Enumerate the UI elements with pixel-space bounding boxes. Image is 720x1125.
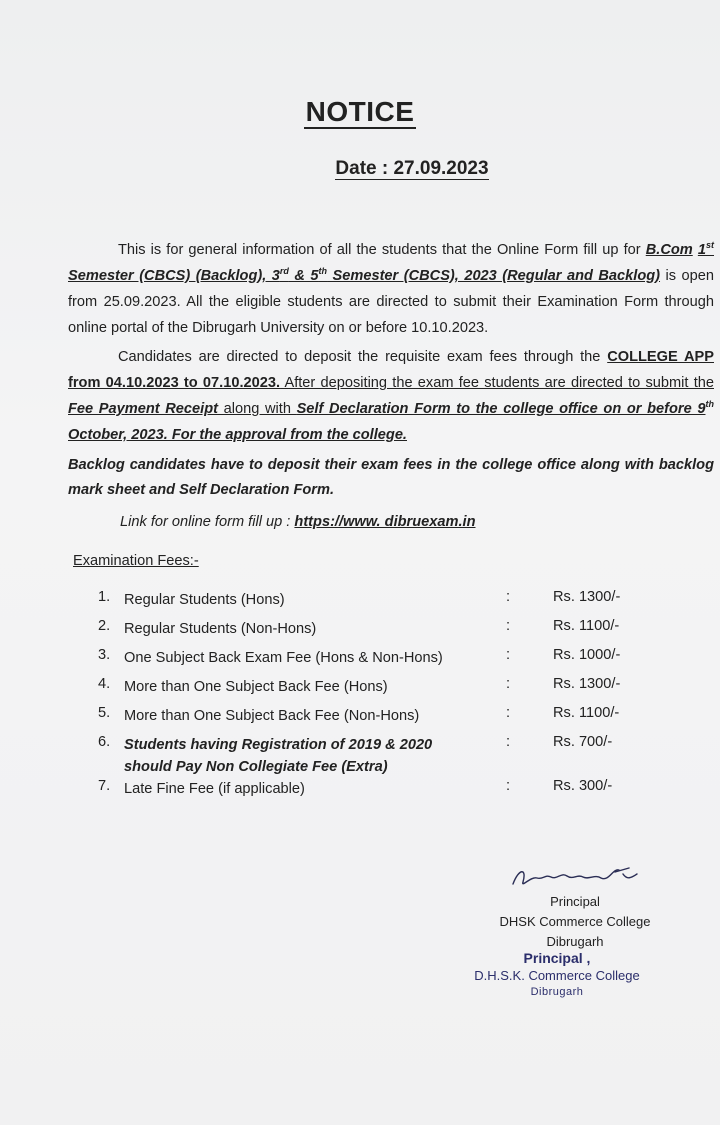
official-stamp: Principal , D.H.S.K. Commerce College Dibrugarh	[474, 950, 640, 998]
fee-row: 3. One Subject Back Exam Fee (Hons & Non-Hons) : Rs. 1000/-	[98, 647, 621, 666]
fee-row: 6. Students having Registration of 2019 & 2020 should Pay Non Collegiate Fee (Extra) : Rs. 700/-	[98, 734, 613, 775]
signatory-city: Dibrugarh	[546, 934, 604, 949]
dibruexam-link[interactable]: https://www. dibruexam.in	[294, 514, 476, 530]
signatory-college: DHSK Commerce College	[499, 914, 651, 929]
signatory-role: Principal	[550, 894, 600, 909]
fee-row: 1. Regular Students (Hons) : Rs. 1300/-	[98, 589, 621, 608]
notice-date: Date : 27.09.2023	[335, 158, 489, 179]
signature-block	[460, 862, 690, 952]
paragraph-online-form: This is for general information of all the students that the Online Form fill up for B.Com 1st Semester (CBCS) (Backlog), 3rd & 5th Semester (CBCS), 2023 (Regular and Backlog) is open from 25.09.2023. All the eligible students are directed to submit their Examination Form through online portal of the Dibrugarh University on or before 10.10.2023.	[68, 240, 714, 336]
paragraph-backlog: Backlog candidates have to deposit their exam fees in the college office along with backlog mark sheet and Self Declaration Form.	[68, 457, 714, 498]
notice-title: NOTICE	[305, 96, 415, 127]
fees-list	[98, 589, 658, 807]
fee-row: 7. Late Fine Fee (if applicable) : Rs. 300/-	[98, 778, 613, 797]
handwritten-signature	[460, 862, 690, 892]
fee-row: 2. Regular Students (Non-Hons) : Rs. 1100/-	[98, 618, 620, 637]
online-form-link: Link for online form fill up : https://www. dibruexam.in	[120, 514, 476, 530]
paragraph-fee-deposit: Candidates are directed to deposit the requisite exam fees through the COLLEGE APP from 04.10.2023 to 07.10.2023. After depositing the exam fee students are directed to submit the Fee Payment Receipt along with Self Declaration Form to the college office on or before 9th October, 2023. For the approval from the college.	[68, 349, 714, 443]
fees-heading: Examination Fees:-	[73, 553, 199, 569]
fee-row: 5. More than One Subject Back Fee (Non-Hons) : Rs. 1100/-	[98, 705, 620, 724]
fee-row: 4. More than One Subject Back Fee (Hons) : Rs. 1300/-	[98, 676, 621, 695]
